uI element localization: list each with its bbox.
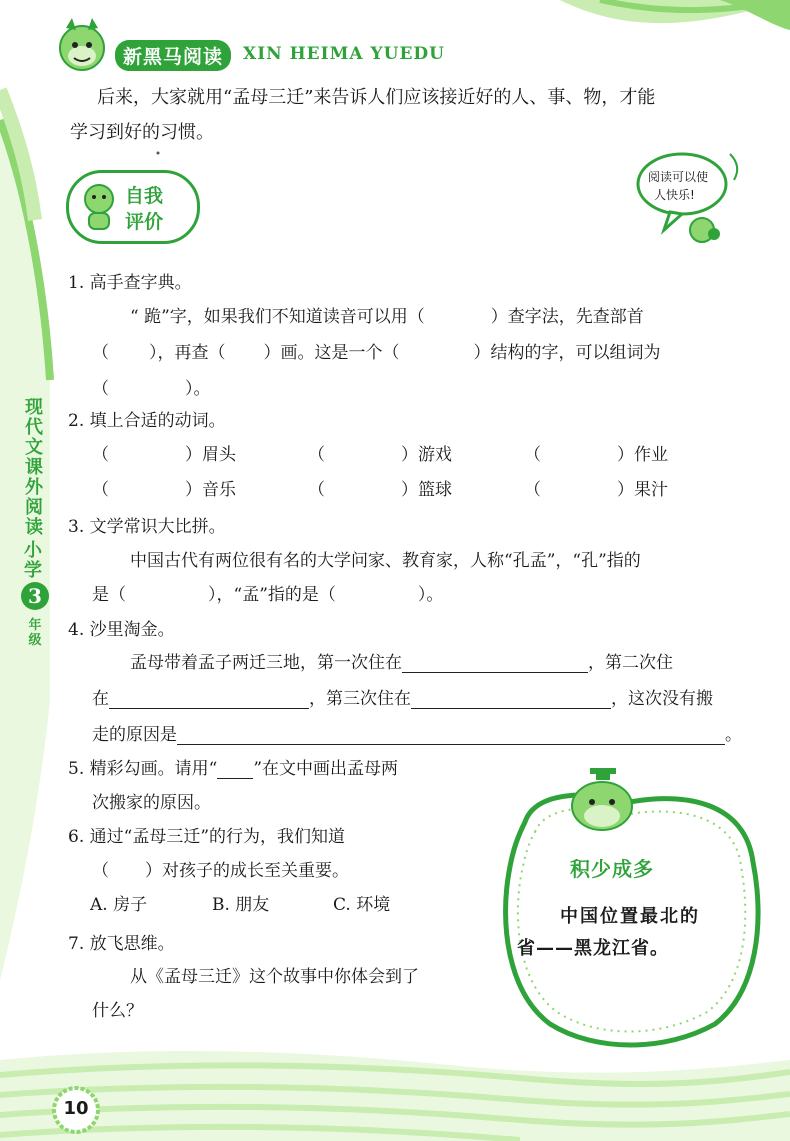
q4-line-2 <box>92 684 713 709</box>
q4-l2a: 在 <box>92 689 109 709</box>
q1-line-1 <box>130 302 644 327</box>
q4-blank-3[interactable] <box>411 690 611 709</box>
q1-l1b: ）查字法，先查部首 <box>490 307 644 327</box>
horse-mascot-icon <box>52 12 112 78</box>
q7-title: 7. 放飞思维。 <box>68 934 175 954</box>
q4-blank-2[interactable] <box>109 690 309 709</box>
q1-title: 1. 高手查字典。 <box>68 273 192 293</box>
horse-graduate-icon <box>562 764 642 834</box>
q1-line-2 <box>92 338 661 363</box>
q4-l3a: 走的原因是 <box>92 725 177 745</box>
q6-l2b: ）对孩子的成长至关重要。 <box>145 861 349 881</box>
sidebar-level: 小学 <box>24 540 42 581</box>
q4-l1b: ，第二次住 <box>588 653 673 673</box>
sidebar-series: 现代文课外阅读 <box>25 397 43 538</box>
q4-blank-1[interactable] <box>402 654 588 673</box>
q6-option-a[interactable]: A. 房子 <box>90 895 148 915</box>
q6-line-2 <box>92 856 349 881</box>
q5-line-2: 次搬家的原因。 <box>92 793 211 813</box>
tip-box-title: 积少成多 <box>570 857 654 881</box>
q5-title <box>68 754 398 779</box>
q1-l3b: ）。 <box>185 379 211 399</box>
q2-item-4: （ ）音乐 <box>92 480 236 500</box>
brand-title: 新黑马阅读 <box>115 40 231 71</box>
q2-item-6: （ ）果汁 <box>524 480 668 500</box>
q5-title-b: ”在文中画出孟母两 <box>253 759 399 779</box>
tip-box-line-1: 中国位置最北的 <box>560 906 700 927</box>
q1-l1a: “ 跪”字，如果我们不知道读音可以用（ <box>130 307 425 327</box>
grade-number-badge: 3 <box>21 582 49 610</box>
q6-title: 6. 通过“孟母三迁”的行为，我们知道 <box>68 827 346 847</box>
q4-title: 4. 沙里淘金。 <box>68 620 175 640</box>
q2-title: 2. 填上合适的动词。 <box>68 411 226 431</box>
q5-title-a: 5. 精彩勾画。请用“ <box>68 759 218 779</box>
q2-item-1: （ ）眉头 <box>92 445 236 465</box>
q4-l3b: 。 <box>725 725 742 745</box>
q1-l2b: ），再查（ <box>149 343 226 363</box>
q4-blank-4[interactable] <box>177 726 725 745</box>
badge-line-2: 评价 <box>125 211 164 233</box>
q3-l2b: ），“孟”指的是（ <box>208 585 336 605</box>
q4-l2c: ，这次没有搬 <box>611 689 713 709</box>
q4-line-1 <box>130 648 673 673</box>
q3-title: 3. 文学常识大比拼。 <box>68 517 226 537</box>
brand-pinyin: XIN HEIMA YUEDU <box>243 44 445 64</box>
badge-line-1: 自我 <box>125 185 164 207</box>
q7-line-2: 什么？ <box>92 1001 143 1021</box>
q2-item-2: （ ）游戏 <box>308 445 452 465</box>
q1-l2d: ）结构的字，可以组词为 <box>473 343 661 363</box>
q3-l2a: 是（ <box>92 585 126 605</box>
intro-line-1: 后来，大家就用“孟母三迁”来告诉人们应该接近好的人、事、物，才能 <box>97 87 656 108</box>
q6-option-c[interactable]: C. 环境 <box>333 895 391 915</box>
q7-line-1: 从《孟母三迁》这个故事中你体会到了 <box>130 967 419 987</box>
q2-item-5: （ ）篮球 <box>308 480 452 500</box>
q1-l3a: （ <box>92 379 109 399</box>
tip-box-line-2: 省——黑龙江省。 <box>517 938 669 959</box>
mascot-icon <box>75 177 123 235</box>
q3-line-1: 中国古代有两位很有名的大学问家、教育家，人称“孔孟”，“孔”指的 <box>130 551 641 571</box>
q1-l2c: ）画。这是一个（ <box>263 343 400 363</box>
sidebar-grade-suffix: 年级 <box>28 618 42 648</box>
q6-l2a: （ <box>92 861 109 881</box>
self-evaluation-badge <box>66 170 200 244</box>
page-number: 10 <box>63 1098 89 1119</box>
q3-l2c: ）。 <box>417 585 444 605</box>
bubble-line-1: 阅读可以使 <box>648 170 709 184</box>
q2-item-3: （ ）作业 <box>524 445 668 465</box>
bubble-line-2: 人快乐! <box>654 188 695 202</box>
q4-l2b: ，第三次住在 <box>309 689 411 709</box>
q4-line-3 <box>92 720 742 745</box>
q1-line-3 <box>92 374 211 399</box>
q3-line-2 <box>92 580 443 605</box>
q6-option-b[interactable]: B. 朋友 <box>212 895 270 915</box>
intro-line-2: 学习到好的习惯。 <box>70 122 214 143</box>
q1-l2a: （ <box>92 343 109 363</box>
q4-l1a: 孟母带着孟子两迁三地，第一次住在 <box>130 653 402 673</box>
